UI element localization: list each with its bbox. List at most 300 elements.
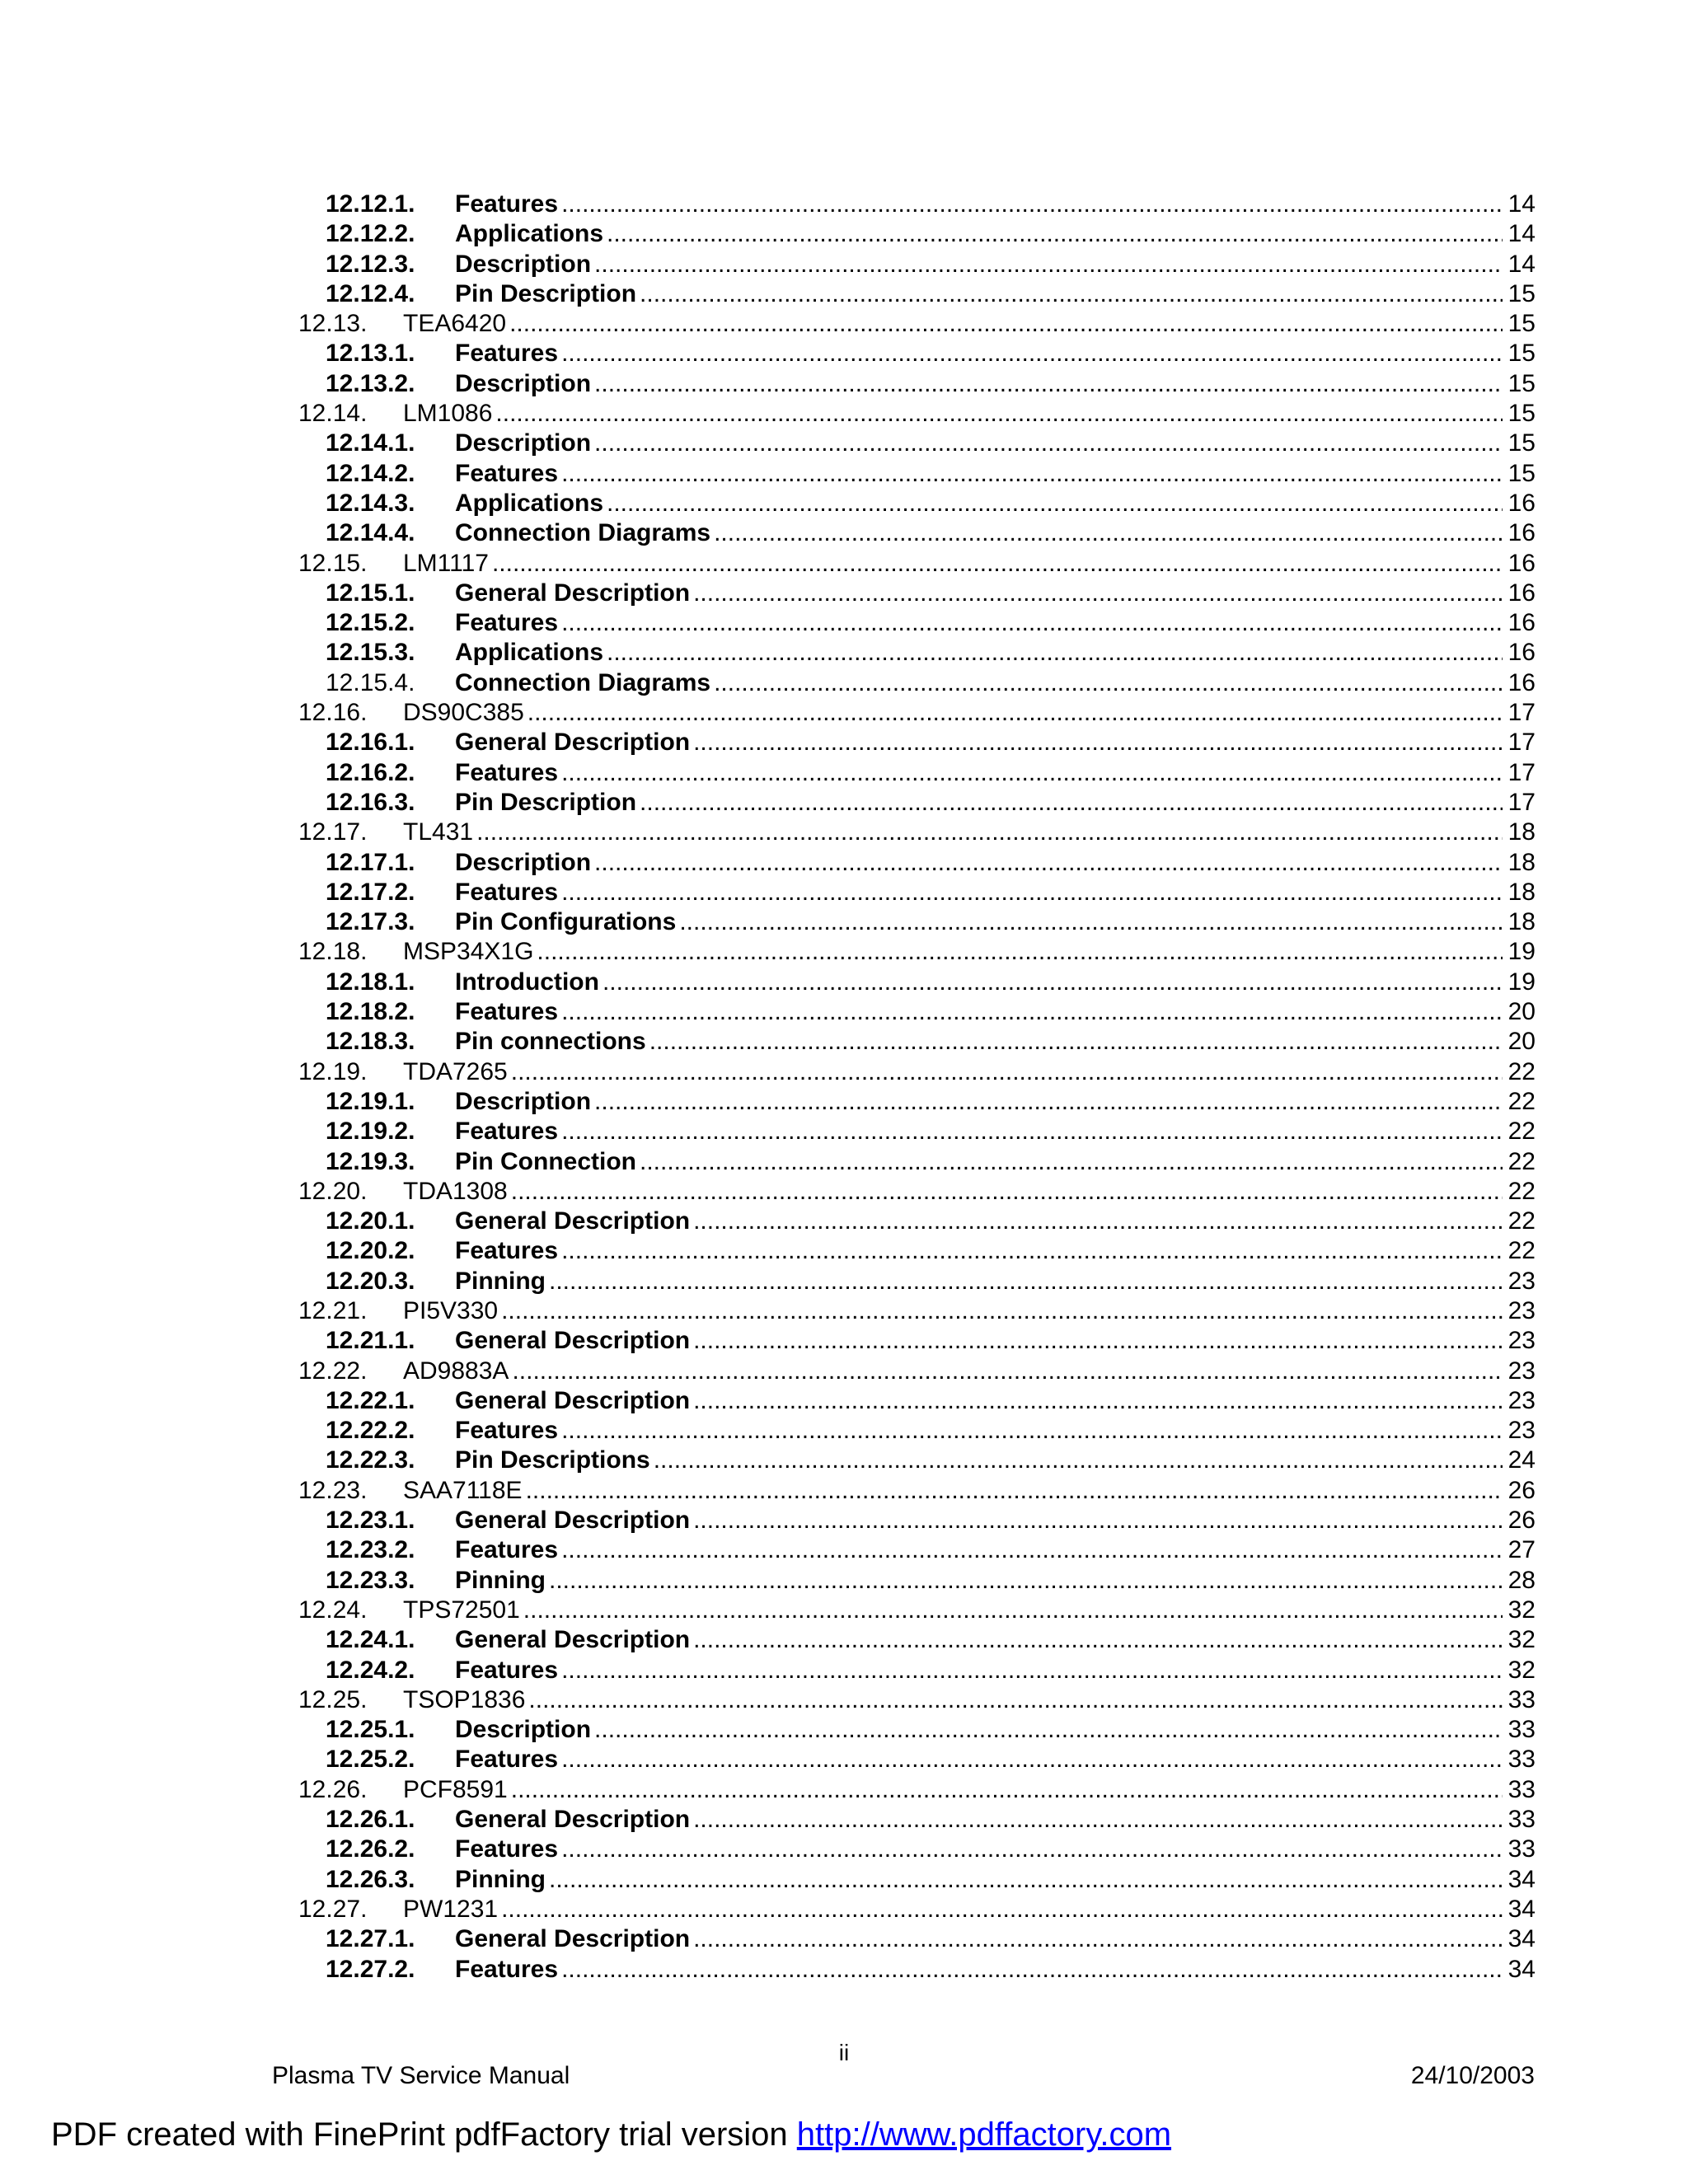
manual-title: Plasma TV Service Manual bbox=[272, 2062, 570, 2089]
toc-dot-leader bbox=[561, 339, 1534, 368]
toc-entry-title-area bbox=[455, 1386, 1534, 1416]
toc-entry-title: Features bbox=[455, 1536, 559, 1564]
toc-dot-leader bbox=[693, 1386, 1534, 1416]
toc-entry-number: 12.12.1. bbox=[326, 190, 415, 218]
toc-dot-leader bbox=[561, 190, 1534, 219]
toc-dot-leader bbox=[693, 1625, 1534, 1655]
toc-entry[interactable] bbox=[0, 907, 1688, 937]
toc-dot-leader bbox=[693, 1326, 1534, 1356]
toc-entry-title: Applications bbox=[455, 489, 604, 517]
toc-entry-title-area bbox=[455, 1087, 1534, 1117]
toc-entry-page: 15 bbox=[1503, 399, 1536, 429]
toc-entry-title: General Description bbox=[455, 1806, 691, 1834]
toc-entry[interactable] bbox=[0, 1296, 1688, 1326]
toc-entry-number: 12.25.1. bbox=[326, 1716, 415, 1744]
toc-entry-title: Features bbox=[455, 1417, 559, 1445]
toc-entry-title: TPS72501 bbox=[403, 1596, 520, 1624]
toc-entry-title: Introduction bbox=[455, 968, 599, 996]
toc-entry-number: 12.20. bbox=[298, 1177, 368, 1205]
banner-text: PDF created with FinePrint pdfFactory trial version bbox=[51, 2116, 797, 2153]
toc-entry-title-area bbox=[455, 1027, 1534, 1057]
toc-entry-title: General Description bbox=[455, 1925, 691, 1953]
toc-entry-number: 12.13.1. bbox=[326, 340, 415, 368]
toc-entry-page: 19 bbox=[1503, 968, 1536, 997]
toc-entry-title: General Description bbox=[455, 1207, 691, 1235]
toc-entry[interactable] bbox=[0, 1267, 1688, 1296]
toc-entry-title: LM1117 bbox=[403, 549, 489, 577]
toc-entry-number: 12.15.2. bbox=[326, 609, 415, 637]
toc-dot-leader bbox=[714, 518, 1534, 548]
toc-entry[interactable] bbox=[0, 1236, 1688, 1266]
toc-entry-number: 12.15.1. bbox=[326, 579, 415, 607]
toc-entry[interactable] bbox=[0, 638, 1688, 668]
toc-entry-title: TL431 bbox=[403, 818, 474, 846]
toc-dot-leader bbox=[549, 1865, 1534, 1895]
toc-entry-title-area bbox=[455, 1835, 1534, 1864]
toc-dot-leader bbox=[693, 579, 1534, 608]
toc-dot-leader bbox=[561, 1656, 1534, 1685]
toc-dot-leader bbox=[594, 848, 1534, 878]
toc-entry[interactable] bbox=[0, 1865, 1688, 1895]
toc-entry[interactable] bbox=[0, 1625, 1688, 1655]
toc-dot-leader bbox=[561, 608, 1534, 638]
toc-entry-page: 26 bbox=[1503, 1506, 1536, 1535]
toc-entry-title: LM1086 bbox=[403, 400, 493, 428]
toc-entry[interactable] bbox=[0, 369, 1688, 399]
toc-dot-leader bbox=[594, 1087, 1534, 1117]
toc-entry-title: Description bbox=[455, 250, 592, 278]
toc-entry-number: 12.14. bbox=[298, 400, 368, 428]
toc-dot-leader bbox=[495, 399, 1534, 429]
toc-dot-leader bbox=[509, 309, 1534, 339]
toc-entry-title-area bbox=[455, 1805, 1534, 1835]
pdffactory-link[interactable]: http://www.pdffactory.com bbox=[796, 2116, 1172, 2153]
toc-dot-leader bbox=[607, 489, 1534, 518]
toc-entry-title: Pinning bbox=[455, 1865, 546, 1893]
toc-entry-number: 12.17.1. bbox=[326, 848, 415, 876]
toc-entry[interactable] bbox=[0, 399, 1688, 429]
toc-entry-title: General Description bbox=[455, 579, 691, 607]
toc-entry[interactable] bbox=[0, 1027, 1688, 1057]
toc-entry-page: 20 bbox=[1503, 1027, 1536, 1057]
toc-entry-title-area bbox=[455, 1117, 1534, 1146]
toc-entry-page: 16 bbox=[1503, 549, 1536, 579]
toc-entry-number: 12.25. bbox=[298, 1685, 368, 1713]
toc-entry-page: 28 bbox=[1503, 1566, 1536, 1596]
toc-entry[interactable] bbox=[0, 250, 1688, 279]
toc-dot-leader bbox=[537, 937, 1534, 967]
toc-entry-title: Applications bbox=[455, 639, 604, 667]
toc-entry-page: 33 bbox=[1503, 1805, 1536, 1835]
toc-entry-page: 23 bbox=[1503, 1357, 1536, 1386]
toc-entry-number: 12.13. bbox=[298, 310, 368, 338]
toc-entry-title: Pinning bbox=[455, 1566, 546, 1594]
toc-dot-leader bbox=[549, 1267, 1534, 1296]
toc-entry-title-area bbox=[455, 728, 1534, 757]
toc-entry-title-area bbox=[403, 937, 1534, 967]
toc-entry-number: 12.15.4. bbox=[326, 668, 415, 696]
toc-entry[interactable] bbox=[0, 489, 1688, 518]
toc-entry-title-area bbox=[403, 1895, 1534, 1924]
toc-entry-page: 33 bbox=[1503, 1745, 1536, 1774]
toc-entry-title-area bbox=[455, 1535, 1534, 1565]
toc-entry-page: 17 bbox=[1503, 758, 1536, 788]
toc-entry[interactable] bbox=[0, 668, 1688, 698]
toc-dot-leader bbox=[693, 728, 1534, 757]
toc-entry[interactable] bbox=[0, 1357, 1688, 1386]
toc-entry[interactable] bbox=[0, 1087, 1688, 1117]
toc-entry-page: 22 bbox=[1503, 1117, 1536, 1146]
toc-entry[interactable] bbox=[0, 279, 1688, 309]
toc-entry-title-area bbox=[455, 518, 1534, 548]
toc-entry[interactable] bbox=[0, 1147, 1688, 1177]
toc-entry-title-area bbox=[455, 429, 1534, 458]
toc-entry[interactable] bbox=[0, 878, 1688, 907]
toc-entry-title: Description bbox=[455, 1087, 592, 1115]
toc-entry-page: 26 bbox=[1503, 1476, 1536, 1506]
toc-entry-title-area bbox=[455, 1207, 1534, 1236]
toc-dot-leader bbox=[603, 968, 1534, 997]
toc-entry-title: Description bbox=[455, 429, 592, 457]
toc-entry-page: 15 bbox=[1503, 369, 1536, 399]
toc-entry[interactable] bbox=[0, 219, 1688, 249]
toc-entry-page: 27 bbox=[1503, 1535, 1536, 1565]
toc-entry[interactable] bbox=[0, 608, 1688, 638]
toc-entry-title: Features bbox=[455, 998, 559, 1026]
toc-entry-page: 22 bbox=[1503, 1207, 1536, 1236]
toc-entry[interactable] bbox=[0, 1924, 1688, 1954]
toc-dot-leader bbox=[511, 1057, 1534, 1087]
toc-dot-leader bbox=[594, 1715, 1534, 1745]
toc-entry-page: 19 bbox=[1503, 937, 1536, 967]
toc-entry-title: PCF8591 bbox=[403, 1775, 508, 1803]
toc-dot-leader bbox=[594, 369, 1534, 399]
toc-entry-number: 12.20.2. bbox=[326, 1237, 415, 1265]
toc-entry-page: 18 bbox=[1503, 907, 1536, 937]
toc-entry-page: 23 bbox=[1503, 1386, 1536, 1416]
toc-entry-title-area bbox=[455, 219, 1534, 249]
toc-entry-title-area bbox=[455, 1865, 1534, 1895]
toc-entry-number: 12.26.1. bbox=[326, 1806, 415, 1834]
toc-entry-title: TSOP1836 bbox=[403, 1685, 526, 1713]
toc-dot-leader bbox=[693, 1506, 1534, 1535]
toc-entry-title: TDA7265 bbox=[403, 1057, 508, 1085]
toc-entry[interactable] bbox=[0, 997, 1688, 1027]
toc-entry-page: 23 bbox=[1503, 1416, 1536, 1446]
toc-entry-number: 12.27.1. bbox=[326, 1925, 415, 1953]
toc-entry-title: General Description bbox=[455, 729, 691, 757]
toc-dot-leader bbox=[693, 1805, 1534, 1835]
toc-dot-leader bbox=[640, 788, 1534, 818]
toc-entry[interactable] bbox=[0, 579, 1688, 608]
toc-entry-number: 12.18.2. bbox=[326, 998, 415, 1026]
toc-entry[interactable] bbox=[0, 1775, 1688, 1805]
toc-entry-number: 12.16.3. bbox=[326, 788, 415, 816]
toc-entry-page: 16 bbox=[1503, 489, 1536, 518]
toc-entry-title-area bbox=[455, 668, 1534, 698]
toc-entry-title-area bbox=[455, 1446, 1534, 1475]
toc-entry-title: Pin Connection bbox=[455, 1147, 636, 1175]
toc-entry-title: Applications bbox=[455, 220, 604, 248]
toc-entry-page: 15 bbox=[1503, 459, 1536, 489]
toc-dot-leader bbox=[528, 1685, 1534, 1715]
toc-entry[interactable] bbox=[0, 1685, 1688, 1715]
toc-dot-leader bbox=[511, 1775, 1534, 1805]
toc-dot-leader bbox=[561, 1236, 1534, 1266]
toc-entry[interactable] bbox=[0, 1416, 1688, 1446]
toc-entry-page: 22 bbox=[1503, 1177, 1536, 1207]
toc-entry-page: 16 bbox=[1503, 638, 1536, 668]
toc-entry-page: 16 bbox=[1503, 518, 1536, 548]
toc-dot-leader bbox=[607, 638, 1534, 668]
toc-entry-title-area bbox=[455, 608, 1534, 638]
toc-entry-title-area bbox=[403, 1476, 1534, 1506]
toc-entry-title: General Description bbox=[455, 1327, 691, 1355]
toc-entry-title: Description bbox=[455, 848, 592, 876]
toc-entry-page: 22 bbox=[1503, 1057, 1536, 1087]
toc-entry-title: Features bbox=[455, 1118, 559, 1146]
toc-entry-number: 12.27. bbox=[298, 1895, 368, 1923]
toc-entry-title: SAA7118E bbox=[403, 1476, 523, 1504]
toc-entry-title: PI5V330 bbox=[403, 1296, 499, 1324]
toc-entry[interactable] bbox=[0, 1117, 1688, 1146]
toc-entry[interactable] bbox=[0, 429, 1688, 458]
toc-entry-page: 14 bbox=[1503, 190, 1536, 219]
toc-entry-title: Features bbox=[455, 1955, 559, 1983]
toc-entry-title: DS90C385 bbox=[403, 699, 524, 727]
toc-entry-number: 12.18.3. bbox=[326, 1028, 415, 1056]
toc-entry-title-area bbox=[403, 1177, 1534, 1207]
toc-entry-number: 12.21. bbox=[298, 1296, 368, 1324]
toc-entry-page: 34 bbox=[1503, 1955, 1536, 1985]
toc-entry-title-area bbox=[455, 1625, 1534, 1655]
toc-entry[interactable] bbox=[0, 1656, 1688, 1685]
toc-entry-title: General Description bbox=[455, 1386, 691, 1414]
toc-entry-number: 12.16.1. bbox=[326, 729, 415, 757]
toc-entry-page: 34 bbox=[1503, 1924, 1536, 1954]
toc-entry-page: 33 bbox=[1503, 1685, 1536, 1715]
toc-entry-number: 12.14.2. bbox=[326, 459, 415, 487]
toc-entry[interactable] bbox=[0, 1596, 1688, 1625]
toc-entry-page: 20 bbox=[1503, 997, 1536, 1027]
toc-entry-number: 12.27.2. bbox=[326, 1955, 415, 1983]
toc-entry-number: 12.17.2. bbox=[326, 878, 415, 906]
toc-entry-number: 12.22.2. bbox=[326, 1417, 415, 1445]
toc-entry-page: 18 bbox=[1503, 878, 1536, 907]
toc-entry-page: 24 bbox=[1503, 1446, 1536, 1475]
toc-entry-number: 12.12.2. bbox=[326, 220, 415, 248]
toc-entry[interactable] bbox=[0, 1745, 1688, 1774]
toc-entry-page: 17 bbox=[1503, 698, 1536, 728]
toc-entry-number: 12.21.1. bbox=[326, 1327, 415, 1355]
toc-entry[interactable] bbox=[0, 937, 1688, 967]
toc-entry[interactable] bbox=[0, 728, 1688, 757]
toc-entry-title: Pin connections bbox=[455, 1028, 646, 1056]
toc-dot-leader bbox=[607, 219, 1534, 249]
toc-entry-title: Features bbox=[455, 1835, 559, 1863]
toc-dot-leader bbox=[594, 250, 1534, 279]
toc-entry-title-area bbox=[455, 279, 1534, 309]
toc-dot-leader bbox=[654, 1446, 1534, 1475]
toc-entry[interactable] bbox=[0, 1955, 1688, 1985]
toc-entry-title-area bbox=[455, 579, 1534, 608]
toc-entry-title-area bbox=[455, 1715, 1534, 1745]
toc-dot-leader bbox=[679, 907, 1534, 937]
toc-entry-title-area bbox=[403, 549, 1534, 579]
toc-entry-number: 12.14.3. bbox=[326, 489, 415, 517]
toc-entry[interactable] bbox=[0, 818, 1688, 847]
toc-entry[interactable] bbox=[0, 968, 1688, 997]
toc-entry-title-area bbox=[455, 968, 1534, 997]
toc-entry[interactable] bbox=[0, 758, 1688, 788]
toc-entry-number: 12.26. bbox=[298, 1775, 368, 1803]
page-number: ii bbox=[838, 2040, 850, 2065]
toc-entry-title-area bbox=[403, 818, 1534, 847]
toc-entry[interactable] bbox=[0, 1386, 1688, 1416]
toc-entry-number: 12.23.3. bbox=[326, 1566, 415, 1594]
toc-entry-number: 12.26.2. bbox=[326, 1835, 415, 1863]
toc-entry-page: 15 bbox=[1503, 429, 1536, 458]
toc-entry-page: 23 bbox=[1503, 1267, 1536, 1296]
toc-entry-title-area bbox=[455, 907, 1534, 937]
toc-dot-leader bbox=[501, 1895, 1534, 1924]
toc-entry[interactable] bbox=[0, 1805, 1688, 1835]
toc-entry-page: 22 bbox=[1503, 1236, 1536, 1266]
toc-entry-title-area bbox=[455, 1506, 1534, 1535]
toc-dot-leader bbox=[693, 1207, 1534, 1236]
toc-entry[interactable] bbox=[0, 1715, 1688, 1745]
toc-entry-number: 12.12.3. bbox=[326, 250, 415, 278]
toc-entry-title-area bbox=[455, 369, 1534, 399]
toc-dot-leader bbox=[561, 1955, 1534, 1985]
toc-entry-page: 17 bbox=[1503, 788, 1536, 818]
toc-dot-leader bbox=[714, 668, 1534, 698]
toc-entry-title: AD9883A bbox=[403, 1357, 509, 1385]
toc-dot-leader bbox=[640, 279, 1534, 309]
toc-entry-page: 15 bbox=[1503, 339, 1536, 368]
toc-dot-leader bbox=[561, 878, 1534, 907]
toc-entry-page: 16 bbox=[1503, 579, 1536, 608]
toc-entry-title-area bbox=[455, 339, 1534, 368]
toc-entry-number: 12.25.2. bbox=[326, 1746, 415, 1774]
toc-entry[interactable] bbox=[0, 549, 1688, 579]
toc-entry[interactable] bbox=[0, 1835, 1688, 1864]
toc-entry[interactable] bbox=[0, 1895, 1688, 1924]
toc-dot-leader bbox=[594, 429, 1534, 458]
toc-entry-page: 22 bbox=[1503, 1087, 1536, 1117]
toc-entry-title-area bbox=[455, 1267, 1534, 1296]
toc-entry-number: 12.15.3. bbox=[326, 639, 415, 667]
toc-entry-title-area bbox=[455, 190, 1534, 219]
toc-dot-leader bbox=[693, 1924, 1534, 1954]
toc-entry-title: General Description bbox=[455, 1626, 691, 1654]
table-of-contents bbox=[0, 190, 1688, 1985]
toc-entry-page: 34 bbox=[1503, 1865, 1536, 1895]
toc-entry-title: Features bbox=[455, 878, 559, 906]
toc-entry-number: 12.22. bbox=[298, 1357, 368, 1385]
toc-entry-title-area bbox=[455, 638, 1534, 668]
toc-entry-title-area bbox=[455, 788, 1534, 818]
toc-entry-title-area bbox=[455, 878, 1534, 907]
toc-entry-title: Connection Diagrams bbox=[455, 519, 711, 547]
toc-entry-title: Description bbox=[455, 1716, 592, 1744]
toc-entry[interactable] bbox=[0, 309, 1688, 339]
toc-entry-page: 18 bbox=[1503, 848, 1536, 878]
toc-entry-number: 12.14.1. bbox=[326, 429, 415, 457]
toc-entry-title: Features bbox=[455, 190, 559, 218]
toc-entry-page: 16 bbox=[1503, 668, 1536, 698]
toc-entry-page: 14 bbox=[1503, 250, 1536, 279]
toc-dot-leader bbox=[476, 818, 1534, 847]
toc-entry[interactable] bbox=[0, 698, 1688, 728]
toc-entry[interactable] bbox=[0, 1506, 1688, 1535]
toc-entry[interactable] bbox=[0, 459, 1688, 489]
toc-dot-leader bbox=[549, 1566, 1534, 1596]
toc-entry-page: 33 bbox=[1503, 1775, 1536, 1805]
toc-entry[interactable] bbox=[0, 1476, 1688, 1506]
toc-entry-title: Pin Description bbox=[455, 279, 637, 307]
toc-entry-number: 12.23.1. bbox=[326, 1507, 415, 1535]
toc-entry-page: 34 bbox=[1503, 1895, 1536, 1924]
toc-entry-page: 23 bbox=[1503, 1326, 1536, 1356]
toc-entry-number: 12.12.4. bbox=[326, 279, 415, 307]
toc-entry-title-area bbox=[455, 1745, 1534, 1774]
toc-entry-page: 18 bbox=[1503, 818, 1536, 847]
toc-entry-number: 12.20.1. bbox=[326, 1207, 415, 1235]
toc-entry-title-area bbox=[403, 1057, 1534, 1087]
toc-entry[interactable] bbox=[0, 788, 1688, 818]
toc-entry-title-area bbox=[403, 1296, 1534, 1326]
toc-entry[interactable] bbox=[0, 339, 1688, 368]
toc-entry-title: Features bbox=[455, 340, 559, 368]
toc-entry-number: 12.16. bbox=[298, 699, 368, 727]
toc-entry-number: 12.26.3. bbox=[326, 1865, 415, 1893]
toc-entry[interactable] bbox=[0, 1535, 1688, 1565]
toc-entry[interactable] bbox=[0, 190, 1688, 219]
toc-entry[interactable] bbox=[0, 1177, 1688, 1207]
toc-entry-title: Features bbox=[455, 1746, 559, 1774]
toc-entry-title: Description bbox=[455, 369, 592, 397]
toc-dot-leader bbox=[561, 1745, 1534, 1774]
toc-entry-title-area bbox=[455, 1656, 1534, 1685]
toc-entry-title: Pin Configurations bbox=[455, 908, 677, 936]
toc-entry-page: 32 bbox=[1503, 1656, 1536, 1685]
toc-entry[interactable] bbox=[0, 1057, 1688, 1087]
toc-dot-leader bbox=[561, 1535, 1534, 1565]
toc-entry-number: 12.20.3. bbox=[326, 1267, 415, 1295]
toc-dot-leader bbox=[512, 1357, 1534, 1386]
toc-entry-title: TDA1308 bbox=[403, 1177, 508, 1205]
toc-entry-title-area bbox=[403, 698, 1534, 728]
toc-entry-title-area bbox=[455, 489, 1534, 518]
toc-entry[interactable] bbox=[0, 1446, 1688, 1475]
toc-entry-number: 12.17. bbox=[298, 818, 368, 846]
toc-entry-title-area bbox=[455, 758, 1534, 788]
toc-entry-title: Pinning bbox=[455, 1267, 546, 1295]
toc-entry[interactable] bbox=[0, 1566, 1688, 1596]
toc-entry-number: 12.15. bbox=[298, 549, 368, 577]
toc-entry-title: PW1231 bbox=[403, 1895, 499, 1923]
toc-entry[interactable] bbox=[0, 848, 1688, 878]
toc-entry[interactable] bbox=[0, 1326, 1688, 1356]
toc-entry-number: 12.24.1. bbox=[326, 1626, 415, 1654]
toc-entry[interactable] bbox=[0, 1207, 1688, 1236]
document-date: 24/10/2003 bbox=[1410, 2062, 1535, 2089]
toc-dot-leader bbox=[640, 1147, 1534, 1177]
toc-entry[interactable] bbox=[0, 518, 1688, 548]
toc-entry-page: 22 bbox=[1503, 1147, 1536, 1177]
toc-entry-page: 14 bbox=[1503, 219, 1536, 249]
